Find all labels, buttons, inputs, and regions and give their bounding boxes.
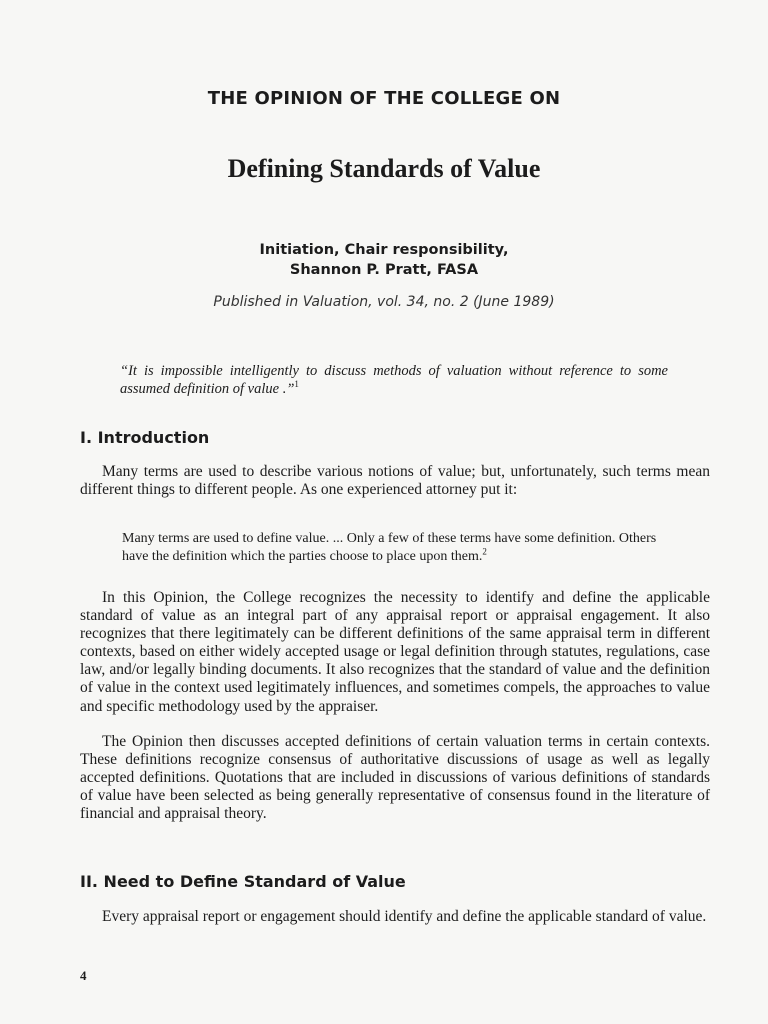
- footnote-ref-2: 2: [482, 545, 487, 556]
- document-kicker: THE OPINION OF THE COLLEGE ON: [207, 88, 561, 109]
- epigraph-text: “It is impossible intelligently to discuss methods of valuation without reference to some assumed definition of value .”: [120, 363, 668, 397]
- document-title: Defining Standards of Value: [227, 154, 541, 183]
- paragraph: The Opinion then discusses accepted definitions of certain valuation terms in certain contexts. These definitions recognize consensus of authoritative discussions of usage as well as legally accepted definitions. Quotations that are included in discussions of various definitions of standards of value have been selected as being generally representative of consensus found in the literature of financial and appraisal theory.: [80, 733, 710, 823]
- byline-line-1: Initiation, Chair responsibility,: [259, 242, 509, 258]
- paragraph: Many terms are used to describe various notions of value; but, unfortunately, such terms mean different things to different people. As one experienced attorney put it:: [80, 463, 710, 499]
- block-quote: [122, 530, 682, 565]
- footnote-ref-1: 1: [294, 379, 299, 390]
- section-heading-need-to-define: II. Need to Define Standard of Value: [80, 872, 406, 891]
- epigraph: [120, 362, 668, 398]
- byline-line-2: Shannon P. Pratt, FASA: [289, 262, 479, 278]
- publication-note: Published in Valuation, vol. 34, no. 2 (June 1989): [213, 294, 555, 310]
- paragraph: Every appraisal report or engagement should identify and define the applicable standard of value.: [102, 908, 707, 925]
- section-heading-introduction: I. Introduction: [80, 428, 210, 447]
- byline: [0, 240, 768, 280]
- paragraph: In this Opinion, the College recognizes the necessity to identify and define the applicable standard of value as an integral part of any appraisal report or appraisal engagement. It also recognizes that there legitimately can be different definitions of the same appraisal term in different contexts, based on either widely accepted usage or legal definition through statutes, regulations, case law, and/or legally binding documents. It also recognizes that the standard of value and the definition of value in the context used legitimately influences, and sometimes compels, the approaches to value and specific methodology used by the appraiser.: [80, 589, 710, 715]
- page-number: 4: [80, 968, 87, 983]
- block-quote-text: Many terms are used to define value. ... Only a few of these terms have some definition. Others have the definition which the parties choose to place upon them.: [122, 531, 657, 564]
